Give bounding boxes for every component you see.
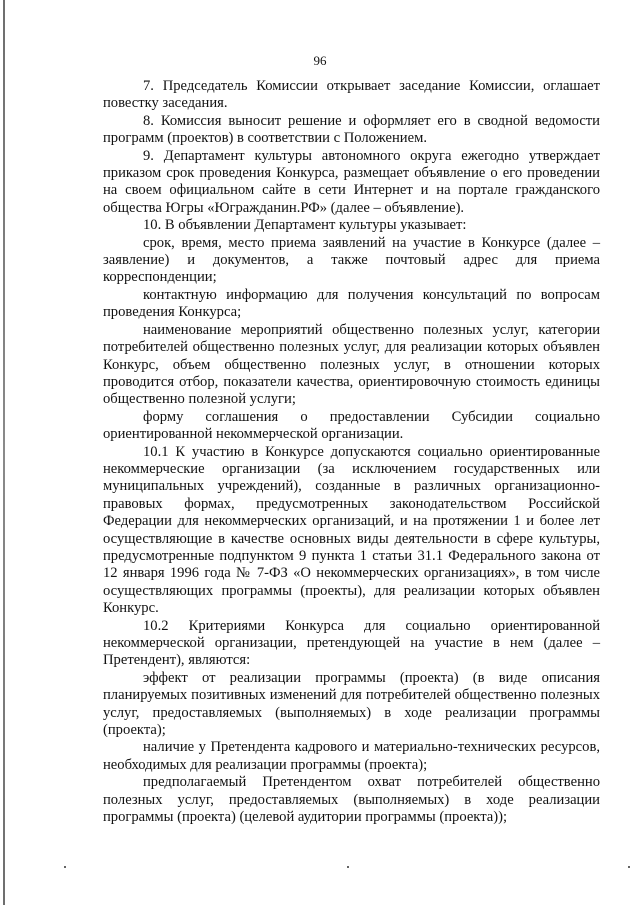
criterion-resources: наличие у Претендента кадрового и материально-технических ресурсов, необходимых для реализации программы (проекта); bbox=[103, 739, 600, 773]
paragraph-9: 9. Департамент культуры автономного округа ежегодно утверждает приказом срок проведения Конкурса, размещает объявление о его проведении на своем официальном сайте в сети Интернет и на портале гражданского общества Югры «Югражданин.РФ» (далее – объявление). bbox=[103, 147, 600, 216]
list-item-services: наименование мероприятий общественно полезных услуг, категории потребителей общественно полезных услуг, для реализации которых объявлен Конкурс, объем общественно полезных услуг, в отношении которых проводится отбор, показатели качества, ориентировочную стоимость единицы общественно полезной услуги; bbox=[103, 321, 600, 408]
paragraph-10: 10. В объявлении Департамент культуры указывает: bbox=[143, 217, 467, 234]
list-item-deadline: срок, время, место приема заявлений на участие в Конкурсе (далее – заявление) и документов, а также почтовый адрес для приема корреспонденции; bbox=[103, 234, 600, 286]
list-item-contacts: контактную информацию для получения консультаций по вопросам проведения Конкурса; bbox=[103, 286, 600, 321]
page-number: 96 bbox=[313, 53, 327, 68]
paragraph-10-2: 10.2 Критериями Конкурса для социально ориентированной некоммерческой организации, претендующей на участие в нем (далее – Претендент), являются: bbox=[103, 617, 600, 669]
paragraph-8: 8. Комиссия выносит решение и оформляет его в сводной ведомости программ (проектов) в соответствии с Положением. bbox=[103, 112, 600, 147]
scan-speck bbox=[347, 866, 349, 868]
scan-speck bbox=[64, 866, 66, 868]
document-body bbox=[103, 78, 600, 826]
criterion-effect: эффект от реализации программы (проекта) (в виде описания планируемых позитивных изменений для потребителей общественно полезных услуг, предоставляемых (выполняемых) в ходе реализации программы (проекта); bbox=[103, 669, 600, 739]
paragraph-7: 7. Председатель Комиссии открывает заседание Комиссии, оглашает повестку заседания. bbox=[103, 78, 600, 112]
list-item-agreement-form: форму соглашения о предоставлении Субсидии социально ориентированной некоммерческой организации. bbox=[103, 408, 600, 443]
paragraph-10-1: 10.1 К участию в Конкурсе допускаются социально ориентированные некоммерческие организации (за исключением государственных или муниципальных учреждений), созданные в различных организационно-правовых формах, предусмотренных законодательством Российской Федерации для некоммерческих организаций, и на протяжении 1 и более лет осуществляющие в качестве основных виды деятельности в сфере культуры, предусмотренные подпунктом 9 пункта 1 статьи 31.1 Федерального закона от 12 января 1996 года № 7-ФЗ «О некоммерческих организациях», в том числе осуществляющих программы (проекты), для реализации которых объявлен Конкурс. bbox=[103, 443, 600, 617]
scan-left-edge bbox=[3, 0, 5, 905]
scan-speck bbox=[628, 866, 630, 868]
criterion-coverage: предполагаемый Претендентом охват потребителей общественно полезных услуг, предоставляемых (выполняемых) в ходе реализации программы (проекта) (целевой аудитории программы (проекта)); bbox=[103, 774, 600, 826]
